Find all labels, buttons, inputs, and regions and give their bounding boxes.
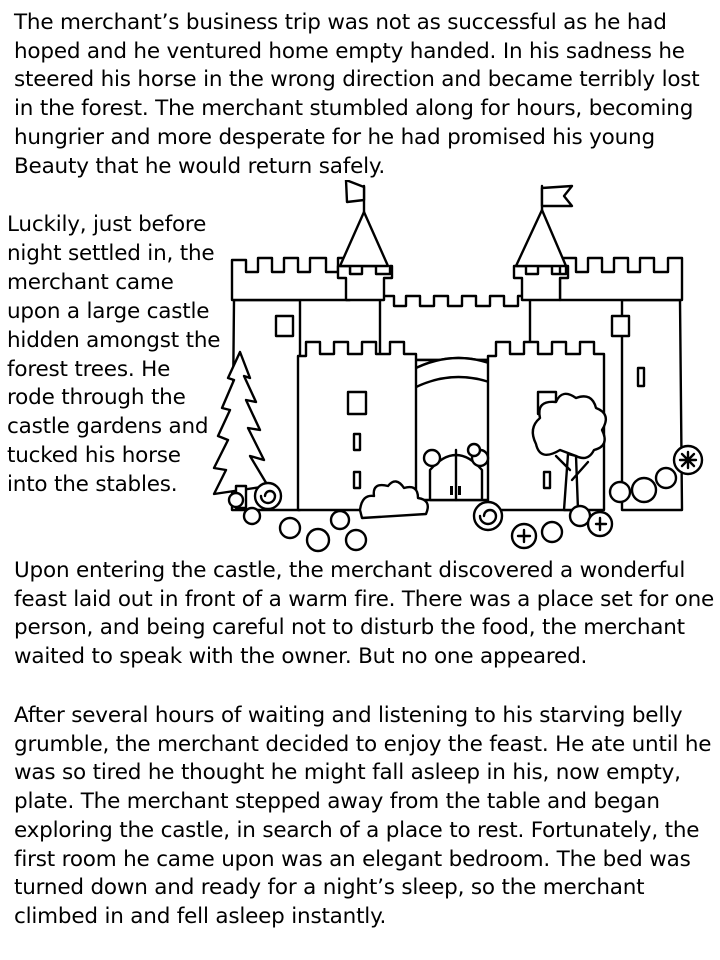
castle-illustration xyxy=(195,180,720,560)
paragraph-feast: Upon entering the castle, the merchant discovered a wonderful feast laid out in front of a warm fire. There was a place set for one person, and being careful not to disturb the food, the merchant waited to speak with the owner. But no one appeared. xyxy=(14,558,715,670)
left-spire-icon xyxy=(338,180,392,300)
paragraph-business-trip: The merchant’s business trip was not as successful as he had hoped and he ventured home empty handed. In his sadness he steered his horse in the wrong direction and became terribly lost in the forest. The merchant stumbled along for hours, becoming hungrier and more desperate for he had promised his young Beauty that he would return safely. xyxy=(14,10,700,179)
paragraph-bedroom: After several hours of waiting and listening to his starving belly grumble, the merchant decided to enjoy the feast. He ate until he was so tired he thought he might fall asleep in his, now empty, plate. The merchant stepped away from the table and began exploring the castle, in search of a place to rest. Fortunately, the first room he came upon was an elegant bedroom. The bed was turned down and ready for a night’s sleep, so the merchant climbed in and fell asleep instantly. xyxy=(14,703,712,929)
paragraph-castle-arrival: Luckily, just before night settled in, the merchant came upon a large castle hidden amongst the forest trees. He rode through the castle gardens and tucked his horse into the stables. xyxy=(7,212,221,498)
